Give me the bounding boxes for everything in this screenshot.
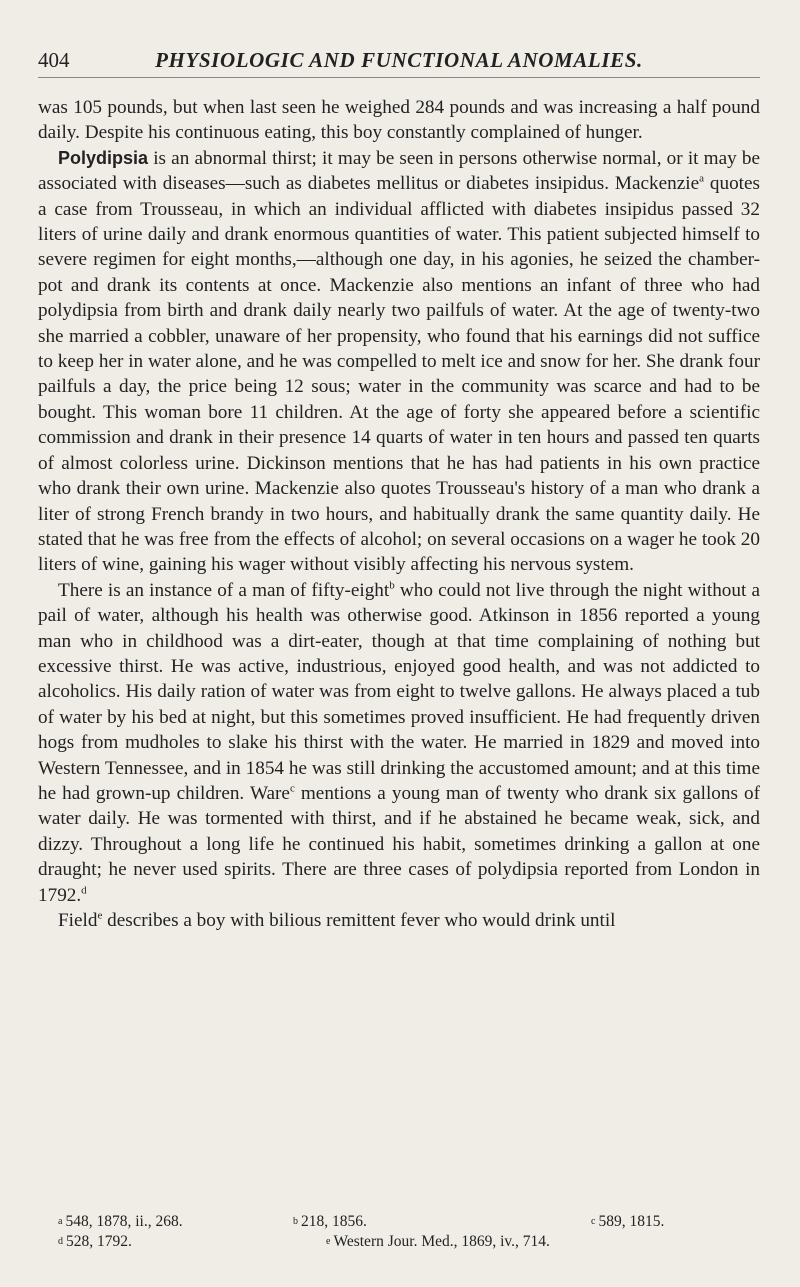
footnote-mark: e — [326, 1236, 331, 1247]
footnote-text: 218, 1856. — [301, 1213, 367, 1230]
page-header — [38, 48, 760, 76]
footnote-row — [38, 1212, 760, 1232]
footnote-ref-d: d — [81, 884, 87, 897]
paragraph-3 — [38, 578, 760, 908]
term-polydipsia: Polydipsia — [58, 147, 149, 168]
footnotes — [38, 1212, 760, 1252]
footnote-b — [293, 1212, 367, 1232]
paragraph-text: describes a boy with bilious remittent fever who would drink until — [102, 910, 616, 931]
page-number: 404 — [38, 48, 70, 72]
paragraph-1: was 105 pounds, but when last seen he weighed 284 pounds and was increasing a half pound daily. Despite his continuous eating, this boy constantly complained of hunger. — [38, 97, 760, 144]
footnote-text: 589, 1815. — [598, 1213, 665, 1230]
footnote-d — [58, 1232, 132, 1252]
paragraph-4 — [38, 908, 760, 933]
paragraph-text: mentions a young man of twenty who drank six gallons of water daily. He was tormented with thirst, and if he abstained he became weak, sick, and dizzy. Throughout a long life he continued his habit, sometimes drinking a gallon at one draught; he never used spirits. There are three cases of polydipsia reported from London in 1792. — [38, 782, 760, 906]
footnote-mark: d — [58, 1236, 63, 1247]
footnote-ref-b: b — [389, 579, 395, 592]
footnote-text: 528, 1792. — [66, 1233, 132, 1250]
running-title: PHYSIOLOGIC AND FUNCTIONAL ANOMALIES. — [155, 48, 643, 72]
paragraph-text: There is an instance of a man of fifty-eight — [58, 579, 390, 601]
header-rule — [38, 77, 760, 78]
footnote-c — [591, 1212, 664, 1232]
footnote-text: Western Jour. Med., 1869, iv., 714. — [333, 1233, 550, 1250]
footnote-ref-a: a — [699, 172, 704, 185]
footnote-ref-e: e — [97, 909, 103, 922]
footnote-a — [58, 1212, 183, 1232]
footnote-mark: a — [58, 1216, 63, 1227]
footnote-ref-c: c — [289, 782, 295, 795]
paragraph-text: who could not live through the night without a pail of water, although his health was otherwise good. Atkinson in 1856 reported a young man who in childhood was a dirt-eater, though at that time complaining of nothing but excessive thirst. He was active, industrious, enjoyed good health, and was not addicted to alcoholics. His daily ration of water was from eight to twelve gallons. He always placed a tub of water by his bed at night, but this sometimes proved insufficient. He had frequently driven hogs from mudholes to slake his thirst with the water. He married in 1829 and moved into Western Tennessee, and in 1854 he was still drinking the accustomed amount; and at this time he had grown-up children. Ware — [38, 579, 760, 804]
footnote-row — [38, 1232, 760, 1252]
paragraph-text: quotes a case from Trousseau, in which an individual afflicted with diabetes insipidus passed 32 liters of urine daily and drank enormous quantities of water. This patient subjected himself to severe regimen for eight months,—although one day, in his agonies, he seized the chamber-pot and drank its contents at once. Mackenzie also mentions an infant of three who had polydipsia from birth and drank daily nearly two pailfuls of water. At the age of twenty-two she married a cobbler, unaware of her propensity, who found that his earnings did not suffice to keep her in water alone, and he was compelled to melt ice and snow for her. She drank four pailfuls a day, the price being 12 sous; water in the community was scarce and had to be bought. This woman bore 11 children. At the age of forty she appeared before a scientific commission and drank in their presence 14 quarts of water in ten hours and passed ten quarts of almost colorless urine. Dickinson mentions that he has had patients in his own practice who drank their own urine. Mackenzie also quotes Trousseau's history of a man who drank a liter of strong French brandy in two hours, and habitually drank the same quantity daily. He stated that he was free from the effects of alcohol; on several occasions on a wager he took 20 liters of wine, gaining his wager without visibly affecting his nervous system. — [38, 173, 760, 576]
footnote-text: 548, 1878, ii., 268. — [65, 1213, 183, 1230]
footnote-mark: c — [591, 1216, 596, 1227]
body-text — [38, 95, 760, 933]
footnote-mark: b — [293, 1216, 298, 1227]
paragraph-polydipsia — [38, 146, 760, 578]
footnote-e — [326, 1232, 550, 1252]
paragraph-text: Field — [58, 910, 98, 931]
paragraph-text: is an abnormal thirst; it may be seen in persons otherwise normal, or it may be associated with diseases—such as diabetes mellitus or diabetes insipidus. Mackenzie — [38, 147, 760, 195]
